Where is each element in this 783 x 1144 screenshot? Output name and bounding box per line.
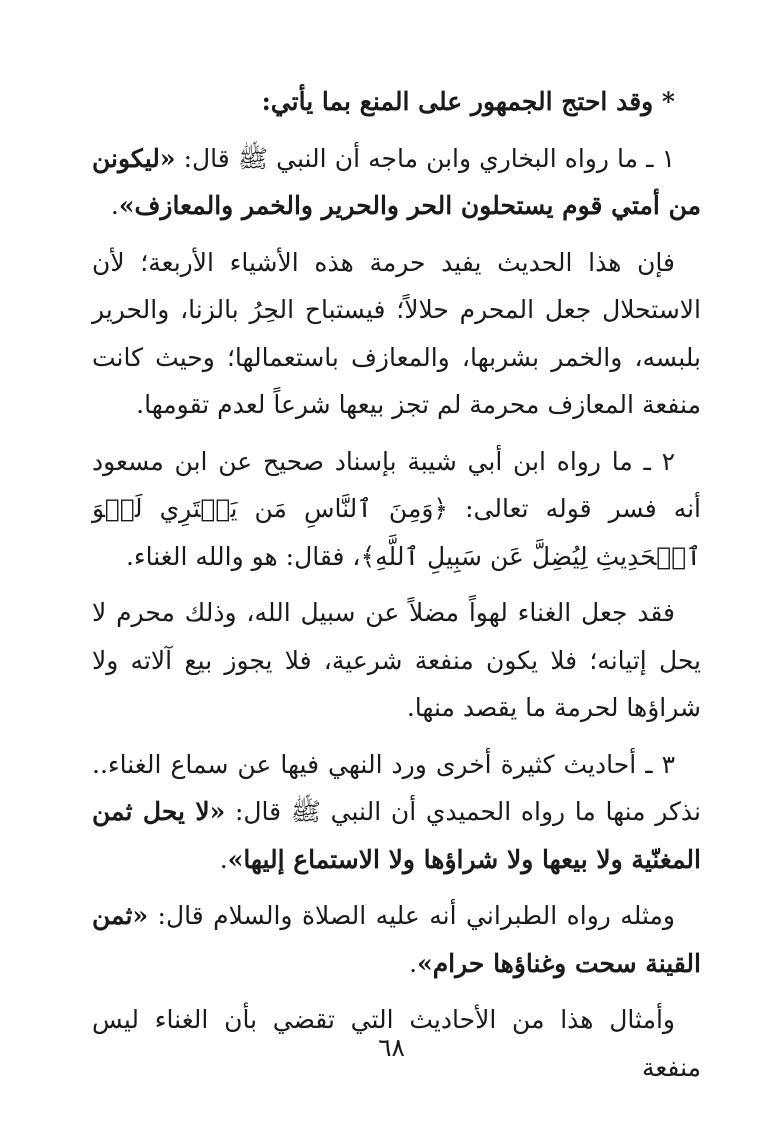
paragraph-ibn-abi-shaybah-intro: ٢ ـ ما رواه ابن أبي شيبة بإسناد صحيح عن ابن مسعود أنه فسر قوله تعالى: (92, 446, 701, 523)
paragraph-humaidi (92, 741, 701, 884)
paragraph-explanation-1: فإن هذا الحديث يفيد حرمة هذه الأشياء الأربعة؛ لأن الاستحلال جعل المحرم حلالاً؛ فيستباح الحِرُ بالزنا، والحرير بلبسه، والخمر بشربها، والمعازف باستعمالها؛ وحيث كانت منفعة المعازف محرمة لم تجز بيعها شرعاً لعدم تقومها. (92, 247, 701, 419)
paragraph-tabarani (92, 892, 701, 987)
paragraph-ibn-abi-shaybah-end: ، فقال: هو والله الغناء. (125, 541, 361, 571)
hadith-quote-tabarani: «ثمن القينة سحت وغناؤها حرام» (92, 901, 701, 978)
paragraph-humaidi-end: . (219, 844, 228, 874)
paragraph-tabarani-end: . (409, 948, 418, 978)
hadith-quote-humaidi: «لا يحل ثمن المغنّية ولا بيعها ولا شراؤها ولا الاستماع إليها» (92, 797, 701, 874)
paragraph-conclusion: وأمثال هذا من الأحاديث التي تقضي بأن الغناء ليس منفعة (92, 1005, 701, 1082)
paragraph-tabarani-intro: ومثله رواه الطبراني أنه عليه الصلاة والسلام قال: (157, 901, 675, 930)
section-heading: * وقد احتج الجمهور على المنع بما يأتي: (261, 87, 675, 116)
paragraph-bukhari (92, 135, 701, 230)
paragraph-bukhari-intro: ١ ـ ما رواه البخاري وابن ماجه أن النبي ﷺ قال: (183, 143, 675, 173)
quran-verse: ﴿وَمِنَ ٱلنَّاسِ مَن يَشۡتَرِي لَهۡوَ ٱلۡحَدِيثِ لِيُضِلَّ عَن سَبِيلِ ٱللَّهِ﴾ (92, 494, 701, 571)
paragraph-explanation-2: فقد جعل الغناء لهواً مضلاً عن سبيل الله، وذلك محرم لا يحل إتيانه؛ فلا يكون منفعة شرعية، فلا يجوز بيع آلاته ولا شراؤها لحرمة ما يقصد منها. (92, 598, 701, 722)
paragraph-humaidi-intro: ٣ ـ أحاديث كثيرة أخرى ورد النهي فيها عن سماع الغناء.. نذكر منها ما رواه الحميدي أن النبي ﷺ قال: (92, 749, 701, 826)
paragraph-bukhari-end: . (110, 191, 119, 220)
page-number: ٦٨ (378, 1033, 405, 1062)
hadith-quote-bukhari: «ليكونن من أمتي قوم يستحلون الحر والحرير والخمر والمعازف» (92, 143, 701, 220)
paragraph-ibn-abi-shaybah (92, 438, 701, 581)
page-body (92, 78, 701, 1100)
